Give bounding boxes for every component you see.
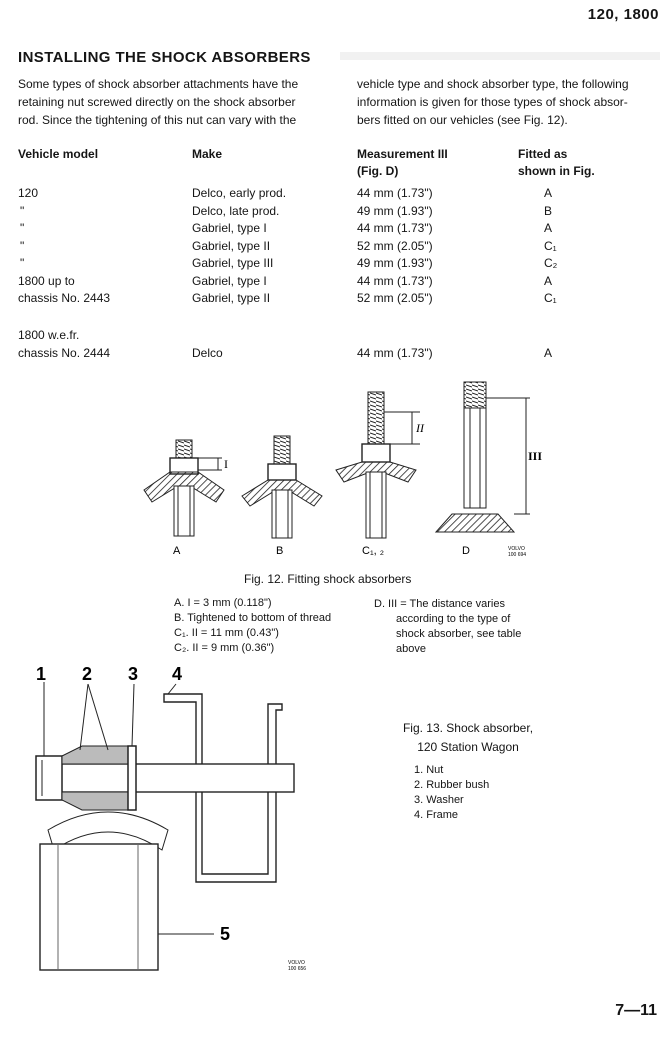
table-row: 1800 up to Gabriel, type I 44 mm (1.73") A [18, 273, 553, 288]
table-row-last-fig: A [544, 346, 553, 360]
fig13-diagram [18, 664, 338, 984]
table-row: " Gabriel, type I 44 mm (1.73") A [20, 221, 553, 235]
fig12-dim-ii: II [416, 421, 424, 435]
fig13-callout-4: 4 [172, 664, 183, 684]
page-number: 7—11 [615, 1002, 657, 1019]
page-header: 120, 1800 [587, 6, 659, 23]
fig12-caption: Fig. 12. Fitting shock absorbers [244, 572, 412, 586]
fig12-label-c: C₁, ₂ [362, 545, 385, 557]
fig12-part-c [336, 392, 420, 538]
fig12-volvo-tag-num: 100 694 [508, 552, 527, 558]
fig13-legend-item: 3. Washer [414, 794, 464, 806]
col-header-make: Make [192, 147, 223, 161]
col-header-measurement: Measurement III (Fig. D) [357, 147, 448, 178]
col-header-fitted: Fitted as shown in Fig. [518, 147, 595, 178]
fig12-dim-i: I [224, 457, 228, 471]
fig12-diagram [130, 372, 550, 572]
fig13-legend-item: 1. Nut [414, 764, 444, 776]
intro-line: Some types of shock absorber attachments have the [18, 77, 299, 91]
table-row: " Delco, late prod. 49 mm (1.93") B [20, 203, 553, 218]
fig12-volvo-tag: VOLVO [508, 546, 525, 552]
col-header-model: Vehicle model [18, 147, 99, 161]
fig12-label-d: D [462, 545, 470, 557]
intro-line: vehicle type and shock absorber type, the following [357, 77, 629, 91]
fig13-volvo-tag-num: 100 656 [288, 966, 307, 972]
table-row-last-make: Delco [192, 346, 223, 360]
section-title: INSTALLING THE SHOCK ABSORBERS [18, 49, 311, 66]
fig13-caption: Fig. 13. Shock absorber, 120 Station Wagon [402, 721, 534, 754]
intro-line: retaining nut screwed directly on the shock absorber [18, 95, 296, 109]
fig13-callout-3: 3 [128, 664, 139, 684]
table-body [18, 185, 658, 308]
intro-line: bers fitted on our vehicles (see Fig. 12). [357, 113, 568, 127]
table-row: 120 Delco, early prod. 44 mm (1.73") A [18, 186, 553, 200]
intro-line: information is given for those types of shock absor- [357, 95, 628, 109]
fig12-legend-right: D. III = The distance varies according to the type of shock absorber, see table above [374, 598, 522, 655]
intro-line: rod. Since the tightening of this nut can vary with the [18, 113, 297, 127]
fig13-legend-item: 2. Rubber bush [414, 779, 490, 791]
fig13-legend-item: 4. Frame [414, 809, 459, 821]
fig12-part-b [242, 436, 322, 538]
fig12-legend-left: A. I = 3 mm (0.118") B. Tightened to bottom of thread C₁. II = 11 mm (0.43") C₂. II = 9 mm (0.36") [174, 597, 332, 654]
intro-right [357, 75, 663, 129]
fig13-callout-2: 2 [82, 664, 93, 684]
intro-left [18, 75, 328, 129]
fig13-legend [414, 763, 489, 823]
fig12-part-a [144, 440, 224, 536]
fig12-label-b: B [276, 545, 284, 557]
fig12-dim-iii: III [528, 449, 543, 463]
fig12-label-a: A [173, 545, 181, 557]
fig12-part-d [436, 382, 530, 532]
fig13-volvo-tag: VOLVO [288, 960, 305, 966]
fig13-callout-5: 5 [220, 924, 231, 944]
table-row-last-model: 1800 w.e.fr. chassis No. 2444 [18, 328, 111, 360]
table-row-last-measurement: 44 mm (1.73") [357, 346, 433, 360]
table-row: " Gabriel, type III 49 mm (1.93") C₂ [20, 256, 558, 270]
table-row: " Gabriel, type II 52 mm (2.05") C₁ [20, 238, 557, 253]
fig13-callout-1: 1 [36, 664, 47, 684]
table-row: chassis No. 2443 Gabriel, type II 52 mm (2.05") C₁ [18, 291, 557, 305]
